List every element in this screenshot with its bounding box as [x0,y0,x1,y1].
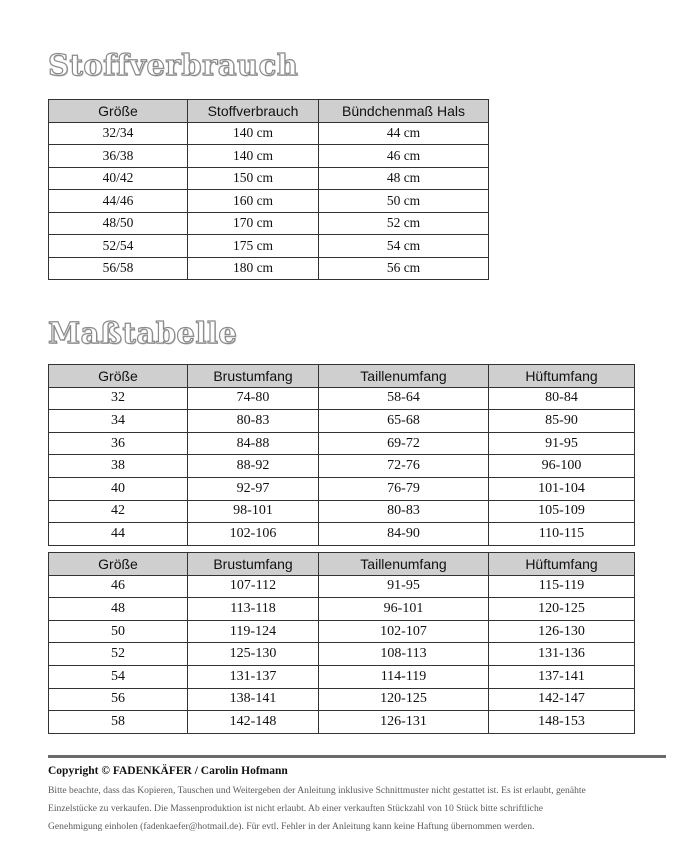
table-cell: 44 [49,523,188,546]
footer-disclaimer-line: Bitte beachte, dass das Kopieren, Tauschen und Weitergeben der Anleitung inklusive Schnittmuster nicht gestattet ist. Es ist erlaubt, genähte [48,785,586,796]
table-cell: 115-119 [489,575,635,598]
table-row [49,477,635,500]
table-header-row [49,100,489,123]
table-cell: 76-79 [319,477,489,500]
column-header: Stoffverbrauch [188,100,319,123]
table-row [49,500,635,523]
table-cell: 142-147 [489,688,635,711]
table-row [49,688,635,711]
table-cell: 58 [49,711,188,734]
table-cell: 131-137 [188,665,319,688]
table-cell: 180 cm [188,257,319,280]
masstabelle-table-2 [48,552,635,734]
table-row [49,190,489,213]
table-cell: 98-101 [188,500,319,523]
table-cell: 140 cm [188,122,319,145]
table-cell: 40 [49,477,188,500]
table-cell: 92-97 [188,477,319,500]
table-cell: 54 [49,665,188,688]
table-cell: 84-88 [188,432,319,455]
table-cell: 72-76 [319,455,489,478]
table-cell: 91-95 [319,575,489,598]
table-cell: 50 [49,620,188,643]
column-header: Brustumfang [188,553,319,576]
table-cell: 120-125 [319,688,489,711]
table-row [49,598,635,621]
table-cell: 126-131 [319,711,489,734]
table-row [49,387,635,410]
table-cell: 32/34 [49,122,188,145]
table-cell: 96-100 [489,455,635,478]
footer-divider [48,755,666,758]
table-cell: 102-107 [319,620,489,643]
masstabelle-table-1 [48,364,635,546]
table-cell: 46 [49,575,188,598]
table-cell: 32 [49,387,188,410]
table-cell: 58-64 [319,387,489,410]
table-cell: 56 cm [319,257,489,280]
table-cell: 80-83 [188,410,319,433]
table-cell: 160 cm [188,190,319,213]
table-row [49,455,635,478]
table-cell: 88-92 [188,455,319,478]
table-cell: 44/46 [49,190,188,213]
table-row [49,257,489,280]
table-cell: 69-72 [319,432,489,455]
table-row [49,575,635,598]
table-cell: 91-95 [489,432,635,455]
table-cell: 107-112 [188,575,319,598]
table-cell: 120-125 [489,598,635,621]
section-title-stoffverbrauch: Stoffverbrauch [48,48,299,82]
table-row [49,167,489,190]
table-cell: 140 cm [188,145,319,168]
table-cell: 38 [49,455,188,478]
table-cell: 110-115 [489,523,635,546]
table-cell: 52 cm [319,212,489,235]
table-cell: 48 cm [319,167,489,190]
table-cell: 40/42 [49,167,188,190]
table-cell: 34 [49,410,188,433]
table-row [49,145,489,168]
table-cell: 54 cm [319,235,489,258]
table-row [49,410,635,433]
footer-disclaimer-line: Genehmigung einholen (fadenkaefer@hotmail.de). Für evtl. Fehler in der Anleitung kann keine Haftung übernommen werden. [48,821,535,832]
table-cell: 85-90 [489,410,635,433]
table-cell: 108-113 [319,643,489,666]
table-cell: 56/58 [49,257,188,280]
table-cell: 48/50 [49,212,188,235]
table-cell: 84-90 [319,523,489,546]
stoffverbrauch-table [48,99,489,280]
table-cell: 150 cm [188,167,319,190]
table-cell: 125-130 [188,643,319,666]
column-header: Größe [49,365,188,388]
table-cell: 170 cm [188,212,319,235]
table-cell: 42 [49,500,188,523]
table-cell: 126-130 [489,620,635,643]
table-body [49,575,635,733]
column-header: Bündchenmaß Hals [319,100,489,123]
table-row [49,432,635,455]
table-cell: 175 cm [188,235,319,258]
table-row [49,665,635,688]
table-cell: 48 [49,598,188,621]
column-header: Hüftumfang [489,553,635,576]
table-cell: 52 [49,643,188,666]
section-title-masstabelle: Maßtabelle [48,316,238,350]
table-cell: 96-101 [319,598,489,621]
table-cell: 101-104 [489,477,635,500]
table-cell: 56 [49,688,188,711]
table-row [49,643,635,666]
footer-disclaimer [48,782,668,836]
column-header: Hüftumfang [489,365,635,388]
table-cell: 137-141 [489,665,635,688]
table-cell: 142-148 [188,711,319,734]
table-cell: 65-68 [319,410,489,433]
table-header-row [49,553,635,576]
table-cell: 119-124 [188,620,319,643]
table-cell: 138-141 [188,688,319,711]
table-cell: 113-118 [188,598,319,621]
column-header: Größe [49,553,188,576]
table-cell: 44 cm [319,122,489,145]
table-cell: 105-109 [489,500,635,523]
table-row [49,711,635,734]
column-header: Taillenumfang [319,365,489,388]
table-cell: 114-119 [319,665,489,688]
column-header: Größe [49,100,188,123]
footer-copyright: Copyright © FADENKÄFER / Carolin Hofmann [48,765,288,777]
table-cell: 46 cm [319,145,489,168]
table-cell: 74-80 [188,387,319,410]
table-cell: 131-136 [489,643,635,666]
table-cell: 148-153 [489,711,635,734]
table-body [49,387,635,545]
column-header: Brustumfang [188,365,319,388]
table-row [49,523,635,546]
table-cell: 102-106 [188,523,319,546]
footer-disclaimer-line: Einzelstücke zu verkaufen. Die Massenproduktion ist nicht erlaubt. Ab einer verkauften Stückzahl von 10 Stück bitte schriftliche [48,803,544,814]
table-row [49,620,635,643]
table-cell: 80-84 [489,387,635,410]
table-cell: 80-83 [319,500,489,523]
table-header-row [49,365,635,388]
table-cell: 50 cm [319,190,489,213]
table-body [49,122,489,280]
column-header: Taillenumfang [319,553,489,576]
table-cell: 52/54 [49,235,188,258]
table-row [49,212,489,235]
table-row [49,235,489,258]
table-cell: 36/38 [49,145,188,168]
table-row [49,122,489,145]
table-cell: 36 [49,432,188,455]
